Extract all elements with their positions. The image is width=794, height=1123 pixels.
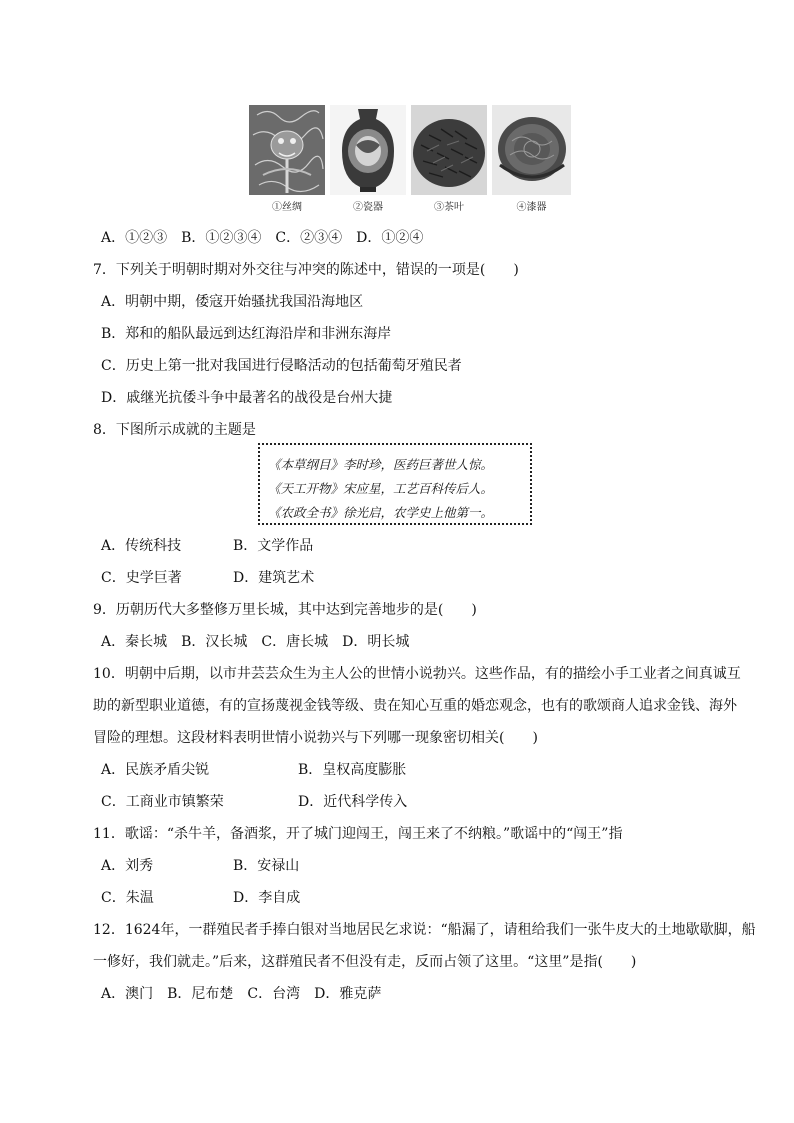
image-tea [411, 105, 487, 215]
q10-line-3: 冒险的理想。这段材料表明世情小说勃兴与下列哪一现象密切相关( ) [93, 730, 538, 746]
q10-option-a: A．民族矛盾尖锐 [101, 762, 210, 778]
q7-stem: 7．下列关于明朝时期对外交往与冲突的陈述中，错误的一项是( ) [93, 262, 519, 278]
q7-option-c: C．历史上第一批对我国进行侵略活动的包括葡萄牙殖民者 [101, 358, 462, 374]
q7-option-b: B．郑和的船队最远到达红海沿岸和非洲东海岸 [101, 326, 392, 342]
q10-option-c: C．工商业市镇繁荣 [101, 794, 224, 810]
tea-leaves-icon [411, 105, 487, 195]
q11-option-d: D．李自成 [233, 890, 301, 906]
q9-options: A．秦长城 B．汉长城 C．唐长城 D．明长城 [101, 634, 410, 650]
q8-stem: 8．下图所示成就的主题是 [93, 422, 256, 438]
quote-line: 《本草纲目》李时珍，医药巨著世人惊。 [268, 457, 494, 472]
q8-option-a: A．传统科技 [101, 538, 182, 554]
q12-line-1: 12．1624年，一群殖民者手捧白银对当地居民乞求说：“船漏了，请租给我们一张牛皮大的土地歇歇脚，船 [93, 922, 756, 938]
image-caption: ①丝绸 [272, 202, 302, 213]
lacquer-box-icon [492, 105, 571, 195]
q10-line-1: 10．明朝中后期，以市井芸芸众生为主人公的世情小说勃兴。这些作品，有的描绘小手工业者之间真诚互 [93, 666, 741, 682]
q7-option-d: D．戚继光抗倭斗争中最著名的战役是台州大捷 [101, 390, 393, 406]
q11-stem: 11．歌谣：“杀牛羊，备酒浆，开了城门迎闯王，闯王来了不纳粮。”歌谣中的“闯王”指 [93, 826, 623, 842]
q11-option-c: C．朱温 [101, 890, 154, 906]
image-porcelain [330, 105, 406, 215]
q8-option-c: C．史学巨著 [101, 570, 182, 586]
silk-dragon-icon [249, 105, 325, 195]
quote-line: 《农政全书》徐光启，农学史上他第一。 [268, 505, 494, 520]
image-caption: ③茶叶 [434, 202, 464, 213]
q12-line-2: 一修好，我们就走。”后来，这群殖民者不但没有走，反而占领了这里。“这里”是指( ) [93, 954, 637, 970]
porcelain-vase-icon [330, 105, 406, 195]
image-silk [249, 105, 325, 215]
q9-stem: 9．历朝历代大多整修万里长城，其中达到完善地步的是( ) [93, 602, 477, 618]
q6-options: A．①②③ B．①②③④ C．②③④ D．①②④ [101, 230, 424, 246]
image-caption: ②瓷器 [353, 202, 383, 213]
q12-options: A．澳门 B．尼布楚 C．台湾 D．雅克萨 [101, 986, 382, 1002]
q7-option-a: A．明朝中期，倭寇开始骚扰我国沿海地区 [101, 294, 364, 310]
q11-option-b: B．安禄山 [233, 858, 300, 874]
q10-option-b: B．皇权高度膨胀 [298, 762, 407, 778]
image-caption: ④漆器 [516, 202, 547, 213]
q11-option-a: A．刘秀 [101, 858, 154, 874]
quote-line: 《天工开物》宋应星，工艺百科传后人。 [268, 481, 494, 496]
image-lacquer [492, 105, 571, 215]
q8-option-b: B．文学作品 [233, 538, 314, 554]
image-strip [249, 105, 571, 215]
q8-option-d: D．建筑艺术 [233, 570, 315, 586]
q10-line-2: 助的新型职业道德，有的宣扬蔑视金钱等级、贵在知心互重的婚恋观念，也有的歌颂商人追求金钱、海外 [93, 698, 737, 714]
q8-quote-box [258, 443, 532, 525]
q10-option-d: D．近代科学传入 [298, 794, 408, 810]
